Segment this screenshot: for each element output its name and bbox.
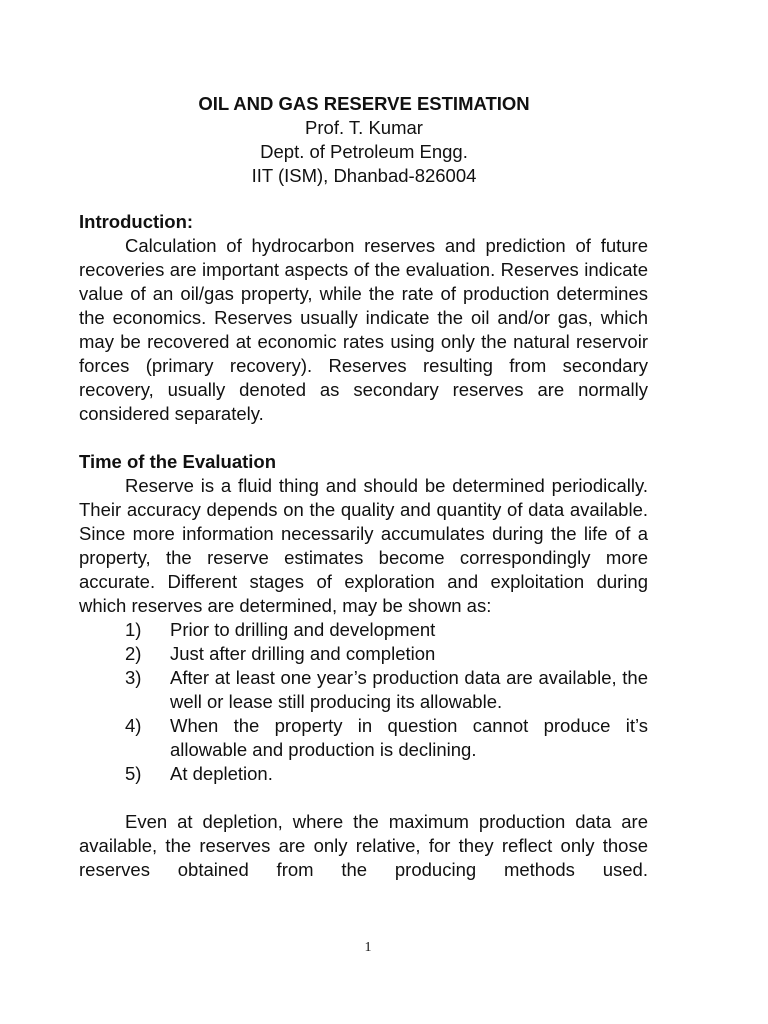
section-spacer (79, 786, 648, 810)
introduction-heading: Introduction: (79, 211, 194, 232)
list-item (79, 642, 648, 666)
list-item-text: At depletion. (170, 763, 273, 784)
list-item (79, 666, 648, 714)
page-number: 1 (364, 940, 372, 955)
document-title: OIL AND GAS RESERVE ESTIMATION (198, 93, 530, 114)
title-block (0, 92, 728, 188)
evaluation-paragraph: Reserve is a fluid thing and should be determined periodically. Their accuracy depends on the quality and quantity of data available. Since more information necessarily accumulates during the life of a property, the reserve estimates become correspondingly more accurate. Different stages of exploration and exploitation during which reserves are determined, may be shown as: (79, 475, 648, 616)
evaluation-heading: Time of the Evaluation (79, 451, 277, 472)
list-item-number: 5) (125, 763, 142, 784)
list-item-text: Just after drilling and completion (170, 643, 436, 664)
author-name: Prof. T. Kumar (305, 117, 423, 138)
list-item (79, 762, 648, 786)
list-item (79, 714, 648, 762)
list-item-text: After at least one year’s production data are available, the well or lease still producing its allowable. (170, 667, 648, 712)
stages-list (79, 618, 648, 786)
document-body (79, 210, 648, 882)
section-spacer (79, 426, 648, 450)
department-name: Dept. of Petroleum Engg. (260, 141, 468, 162)
list-item-text: Prior to drilling and development (170, 619, 436, 640)
closing-paragraph: Even at depletion, where the maximum production data are available, the reserves are only relative, for they reflect only those reserves obtained from the producing methods used. (79, 811, 648, 880)
list-item-number: 3) (125, 667, 142, 688)
list-item (79, 618, 648, 642)
list-item-number: 2) (125, 643, 142, 664)
introduction-paragraph: Calculation of hydrocarbon reserves and prediction of future recoveries are important aspects of the evaluation. Reserves indicate value of an oil/gas property, while the rate of production determines the economics. Reserves usually indicate the oil and/or gas, which may be recovered at economic rates using only the natural reservoir forces (primary recovery). Reserves resulting from secondary recovery, usually denoted as secondary reserves are normally considered separately. (79, 235, 648, 424)
list-item-text: When the property in question cannot produce it’s allowable and production is declining. (170, 715, 648, 760)
list-item-number: 4) (125, 715, 142, 736)
institute-name: IIT (ISM), Dhanbad-826004 (251, 165, 477, 186)
list-item-number: 1) (125, 619, 142, 640)
